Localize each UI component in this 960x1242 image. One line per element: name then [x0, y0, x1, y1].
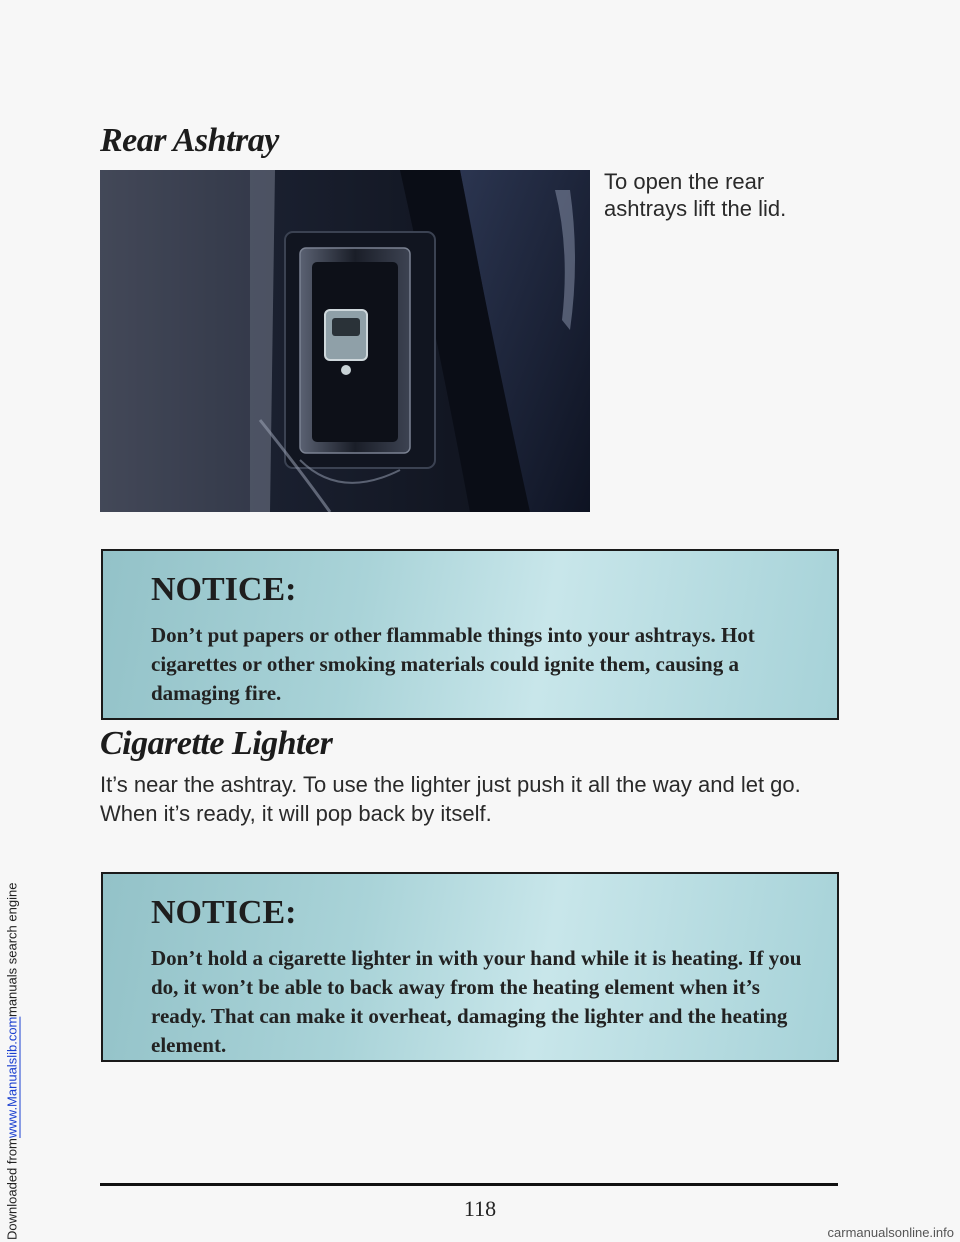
ashtray-photo-illustration — [100, 170, 590, 512]
notice-body: Don’t hold a cigarette lighter in with your hand while it is heating. If you do, it won’t be able to back away from the heating element when it’s ready. That can make it overheat, damaging the lighter and the heating element. — [151, 946, 802, 1057]
notice-title: NOTICE: — [151, 571, 297, 608]
heading-cigarette-lighter: Cigarette Lighter — [100, 725, 333, 762]
source-watermark — [2, 2, 22, 1240]
source-suffix: manuals search engine — [4, 882, 20, 1017]
source-prefix: Downloaded from — [4, 1138, 20, 1240]
heading-rear-ashtray: Rear Ashtray — [100, 122, 279, 159]
notice-body: Don’t put papers or other flammable things into your ashtrays. Hot cigarettes or other smoking materials could ignite them, causing a damaging fire. — [151, 623, 755, 705]
lighter-instructions: It’s near the ashtray. To use the lighter just push it all the way and let go. When it’s ready, it will pop back by itself. — [100, 772, 801, 826]
manualslib-link[interactable]: www.Manualslib.com — [4, 1016, 20, 1139]
page-number: 118 — [463, 1196, 497, 1221]
footer-watermark: carmanualsonline.info — [827, 1225, 954, 1240]
notice-box-lighter — [101, 872, 839, 1062]
notice-box-ashtray — [101, 549, 839, 720]
footer-divider — [100, 1183, 838, 1186]
notice-title: NOTICE: — [151, 894, 297, 931]
rear-ashtray-caption: To open the rear ashtrays lift the lid. — [604, 169, 787, 221]
ashtray-photo — [100, 170, 590, 512]
